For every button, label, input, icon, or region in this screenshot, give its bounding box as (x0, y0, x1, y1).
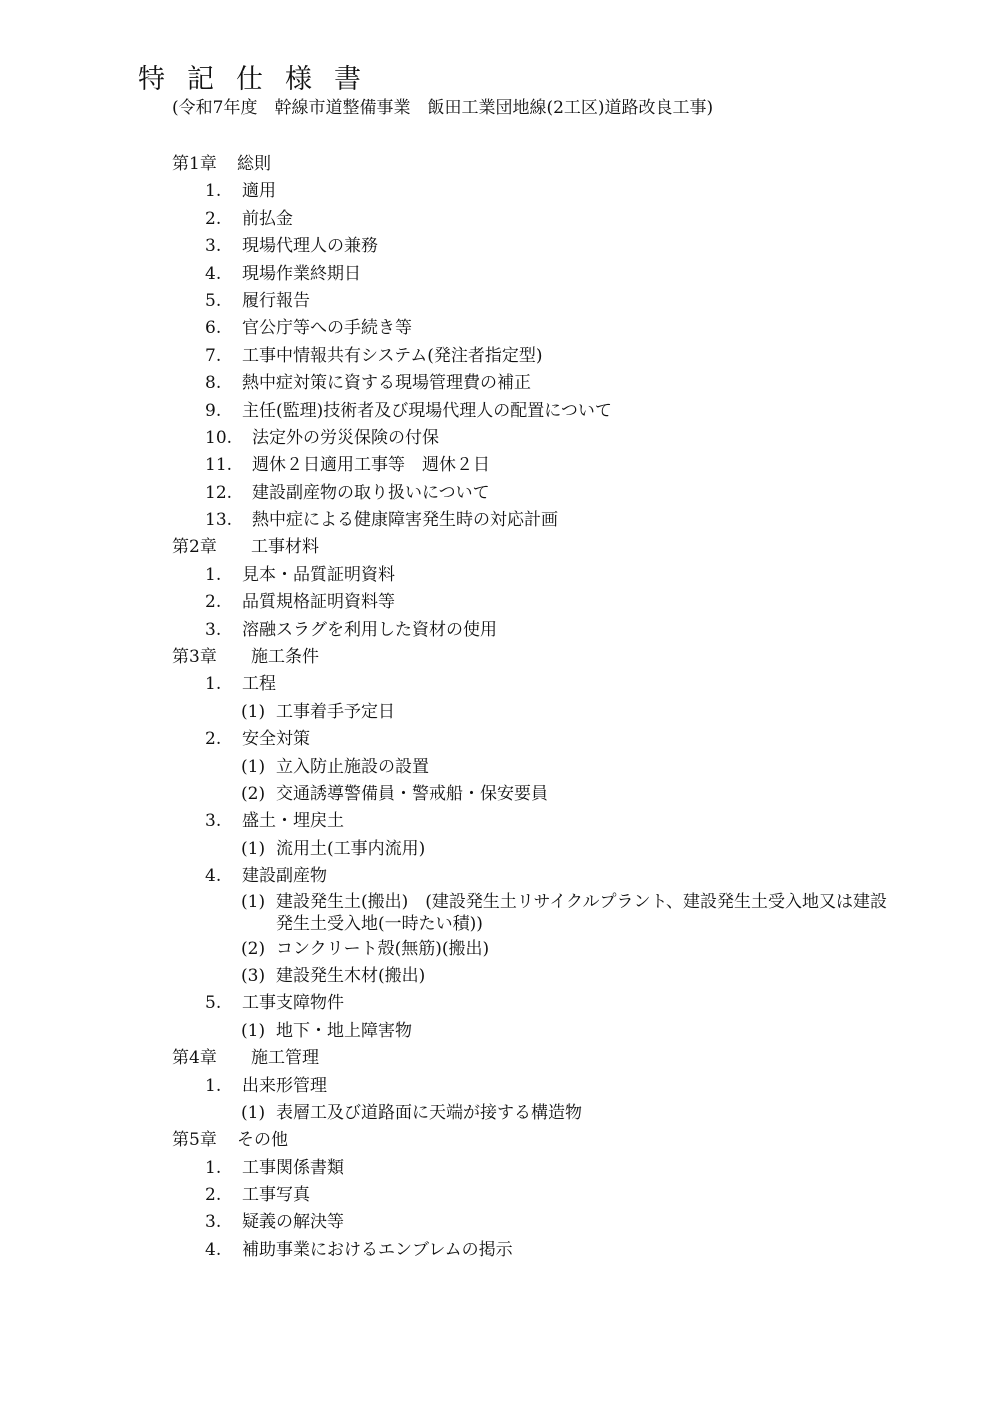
toc-section (0, 1155, 1000, 1182)
toc-section-label: 熱中症対策に資する現場管理費の補正 (242, 373, 531, 394)
toc-section (0, 589, 1000, 616)
toc-section (0, 178, 1000, 205)
toc-section-label: 補助事業におけるエンブレムの掲示 (242, 1239, 513, 1260)
toc-subsection-number: (1) (241, 891, 266, 912)
toc-section-number: 4. (205, 1239, 222, 1260)
toc-section (0, 233, 1000, 260)
toc-section-label: 官公庁等への手続き等 (242, 318, 412, 339)
toc-section (0, 1209, 1000, 1236)
toc-subsection-label: コンクリート殻(無筋)(搬出) (276, 938, 490, 959)
toc-subsection (0, 891, 1000, 936)
table-of-contents (0, 151, 1000, 1264)
toc-section-label: 品質規格証明資料等 (242, 592, 395, 613)
toc-section-label: 工程 (242, 674, 276, 695)
toc-section-number: 6. (205, 318, 222, 339)
toc-section (0, 726, 1000, 753)
toc-section-number: 12. (205, 482, 233, 503)
toc-section-label: 熱中症による健康障害発生時の対応計画 (252, 510, 558, 531)
toc-chapter-label: 施工条件 (251, 647, 319, 668)
toc-subsection-label: 交通誘導警備員・警戒船・保安要員 (276, 783, 548, 804)
toc-subsection (0, 781, 1000, 808)
toc-chapter-number: 第1章 (172, 154, 217, 174)
toc-section (0, 1073, 1000, 1100)
toc-section-number: 10. (205, 427, 233, 448)
toc-section-number: 1. (205, 1157, 222, 1178)
toc-section (0, 315, 1000, 342)
toc-chapter (0, 644, 1000, 671)
toc-section (0, 480, 1000, 507)
toc-subsection-number: (3) (241, 965, 266, 986)
toc-section (0, 1237, 1000, 1264)
toc-section (0, 343, 1000, 370)
toc-section-label: 疑義の解決等 (242, 1212, 344, 1233)
toc-section-label: 建設副産物 (242, 866, 327, 887)
toc-section-label: 工事関係書類 (242, 1157, 344, 1178)
toc-chapter-label: その他 (237, 1130, 288, 1151)
toc-subsection-label: 表層工及び道路面に天端が接する構造物 (276, 1102, 582, 1123)
toc-subsection-label: 地下・地上障害物 (276, 1020, 412, 1041)
toc-subsection-label: 工事着手予定日 (276, 701, 395, 722)
toc-section-label: 適用 (242, 181, 276, 202)
toc-chapter (0, 1127, 1000, 1154)
toc-section-label: 法定外の労災保険の付保 (252, 427, 439, 448)
toc-section-number: 5. (205, 290, 222, 311)
toc-section-number: 1. (205, 1075, 222, 1096)
toc-subsection-label: 流用土(工事内流用) (276, 838, 426, 859)
toc-section-label: 工事写真 (242, 1185, 310, 1206)
document-title: 特記仕様書 (138, 64, 383, 95)
toc-section-label: 主任(監理)技術者及び現場代理人の配置について (242, 400, 612, 421)
toc-subsection-number: (1) (241, 701, 266, 722)
toc-subsection-label: 建設発生木材(搬出) (276, 965, 426, 986)
toc-chapter-number: 第3章 (172, 647, 217, 668)
toc-section-number: 9. (205, 400, 222, 421)
toc-section-label: 履行報告 (242, 290, 310, 311)
toc-section-number: 11. (205, 455, 233, 476)
toc-section-number: 2. (205, 208, 222, 229)
toc-section (0, 990, 1000, 1017)
document-subtitle: (令和7年度 幹線市道整備事業 飯田工業団地線(2工区)道路改良工事) (172, 98, 714, 118)
toc-section-number: 2. (205, 1185, 222, 1206)
toc-section (0, 671, 1000, 698)
toc-section (0, 370, 1000, 397)
toc-section-label: 週休２日適用工事等 週休２日 (252, 455, 490, 476)
toc-section-label: 建設副産物の取り扱いについて (252, 482, 490, 503)
toc-section-number: 4. (205, 263, 222, 284)
toc-section-label: 見本・品質証明資料 (242, 564, 395, 585)
toc-section-label: 工事支障物件 (242, 993, 344, 1014)
toc-section (0, 507, 1000, 534)
toc-section (0, 425, 1000, 452)
toc-chapter-number: 第2章 (172, 537, 217, 558)
toc-subsection-label: 建設発生土(搬出) (建設発生土リサイクルプラント、建設発生土受入地又は建設発生土受入地(一時たい積)) (276, 891, 887, 935)
toc-section (0, 808, 1000, 835)
toc-chapter-label: 総則 (237, 154, 271, 174)
toc-chapter-label: 工事材料 (251, 537, 319, 558)
toc-chapter-number: 第4章 (172, 1048, 217, 1069)
toc-section (0, 562, 1000, 589)
toc-chapter-label: 施工管理 (251, 1048, 319, 1069)
toc-section (0, 261, 1000, 288)
toc-chapter-number: 第5章 (172, 1130, 217, 1151)
toc-section-number: 3. (205, 619, 222, 640)
toc-section-label: 溶融スラグを利用した資材の使用 (242, 619, 497, 640)
toc-section-number: 1. (205, 181, 222, 202)
toc-subsection (0, 754, 1000, 781)
toc-section-label: 現場作業終期日 (242, 263, 361, 284)
toc-section-number: 3. (205, 236, 222, 257)
toc-section-label: 盛土・埋戻土 (242, 811, 344, 832)
toc-subsection (0, 936, 1000, 963)
toc-section-label: 工事中情報共有システム(発注者指定型) (242, 345, 543, 366)
toc-section-number: 8. (205, 373, 222, 394)
toc-section-number: 5. (205, 993, 222, 1014)
toc-subsection-number: (1) (241, 838, 266, 859)
toc-section-number: 4. (205, 866, 222, 887)
toc-section (0, 288, 1000, 315)
toc-chapter (0, 1045, 1000, 1072)
toc-section (0, 452, 1000, 479)
toc-subsection (0, 1018, 1000, 1045)
toc-section (0, 398, 1000, 425)
toc-subsection (0, 963, 1000, 990)
toc-section-number: 7. (205, 345, 222, 366)
toc-section (0, 1182, 1000, 1209)
toc-section-number: 3. (205, 811, 222, 832)
toc-subsection-label: 立入防止施設の設置 (276, 756, 429, 777)
toc-chapter (0, 151, 1000, 178)
toc-section-number: 1. (205, 564, 222, 585)
toc-section (0, 617, 1000, 644)
toc-subsection-number: (1) (241, 1020, 266, 1041)
toc-subsection (0, 836, 1000, 863)
toc-section-number: 13. (205, 510, 233, 531)
toc-section-label: 出来形管理 (242, 1075, 327, 1096)
toc-subsection-number: (2) (241, 938, 266, 959)
toc-section-number: 1. (205, 674, 222, 695)
toc-section-number: 2. (205, 729, 222, 750)
toc-section-number: 2. (205, 592, 222, 613)
toc-chapter (0, 534, 1000, 561)
toc-section-number: 3. (205, 1212, 222, 1233)
toc-subsection-number: (2) (241, 783, 266, 804)
toc-section (0, 863, 1000, 890)
toc-section-label: 現場代理人の兼務 (242, 236, 378, 257)
toc-section (0, 206, 1000, 233)
toc-subsection (0, 699, 1000, 726)
toc-subsection-number: (1) (241, 756, 266, 777)
toc-subsection-number: (1) (241, 1102, 266, 1123)
toc-section-label: 前払金 (242, 208, 293, 229)
toc-section-label: 安全対策 (242, 729, 310, 750)
toc-subsection (0, 1100, 1000, 1127)
